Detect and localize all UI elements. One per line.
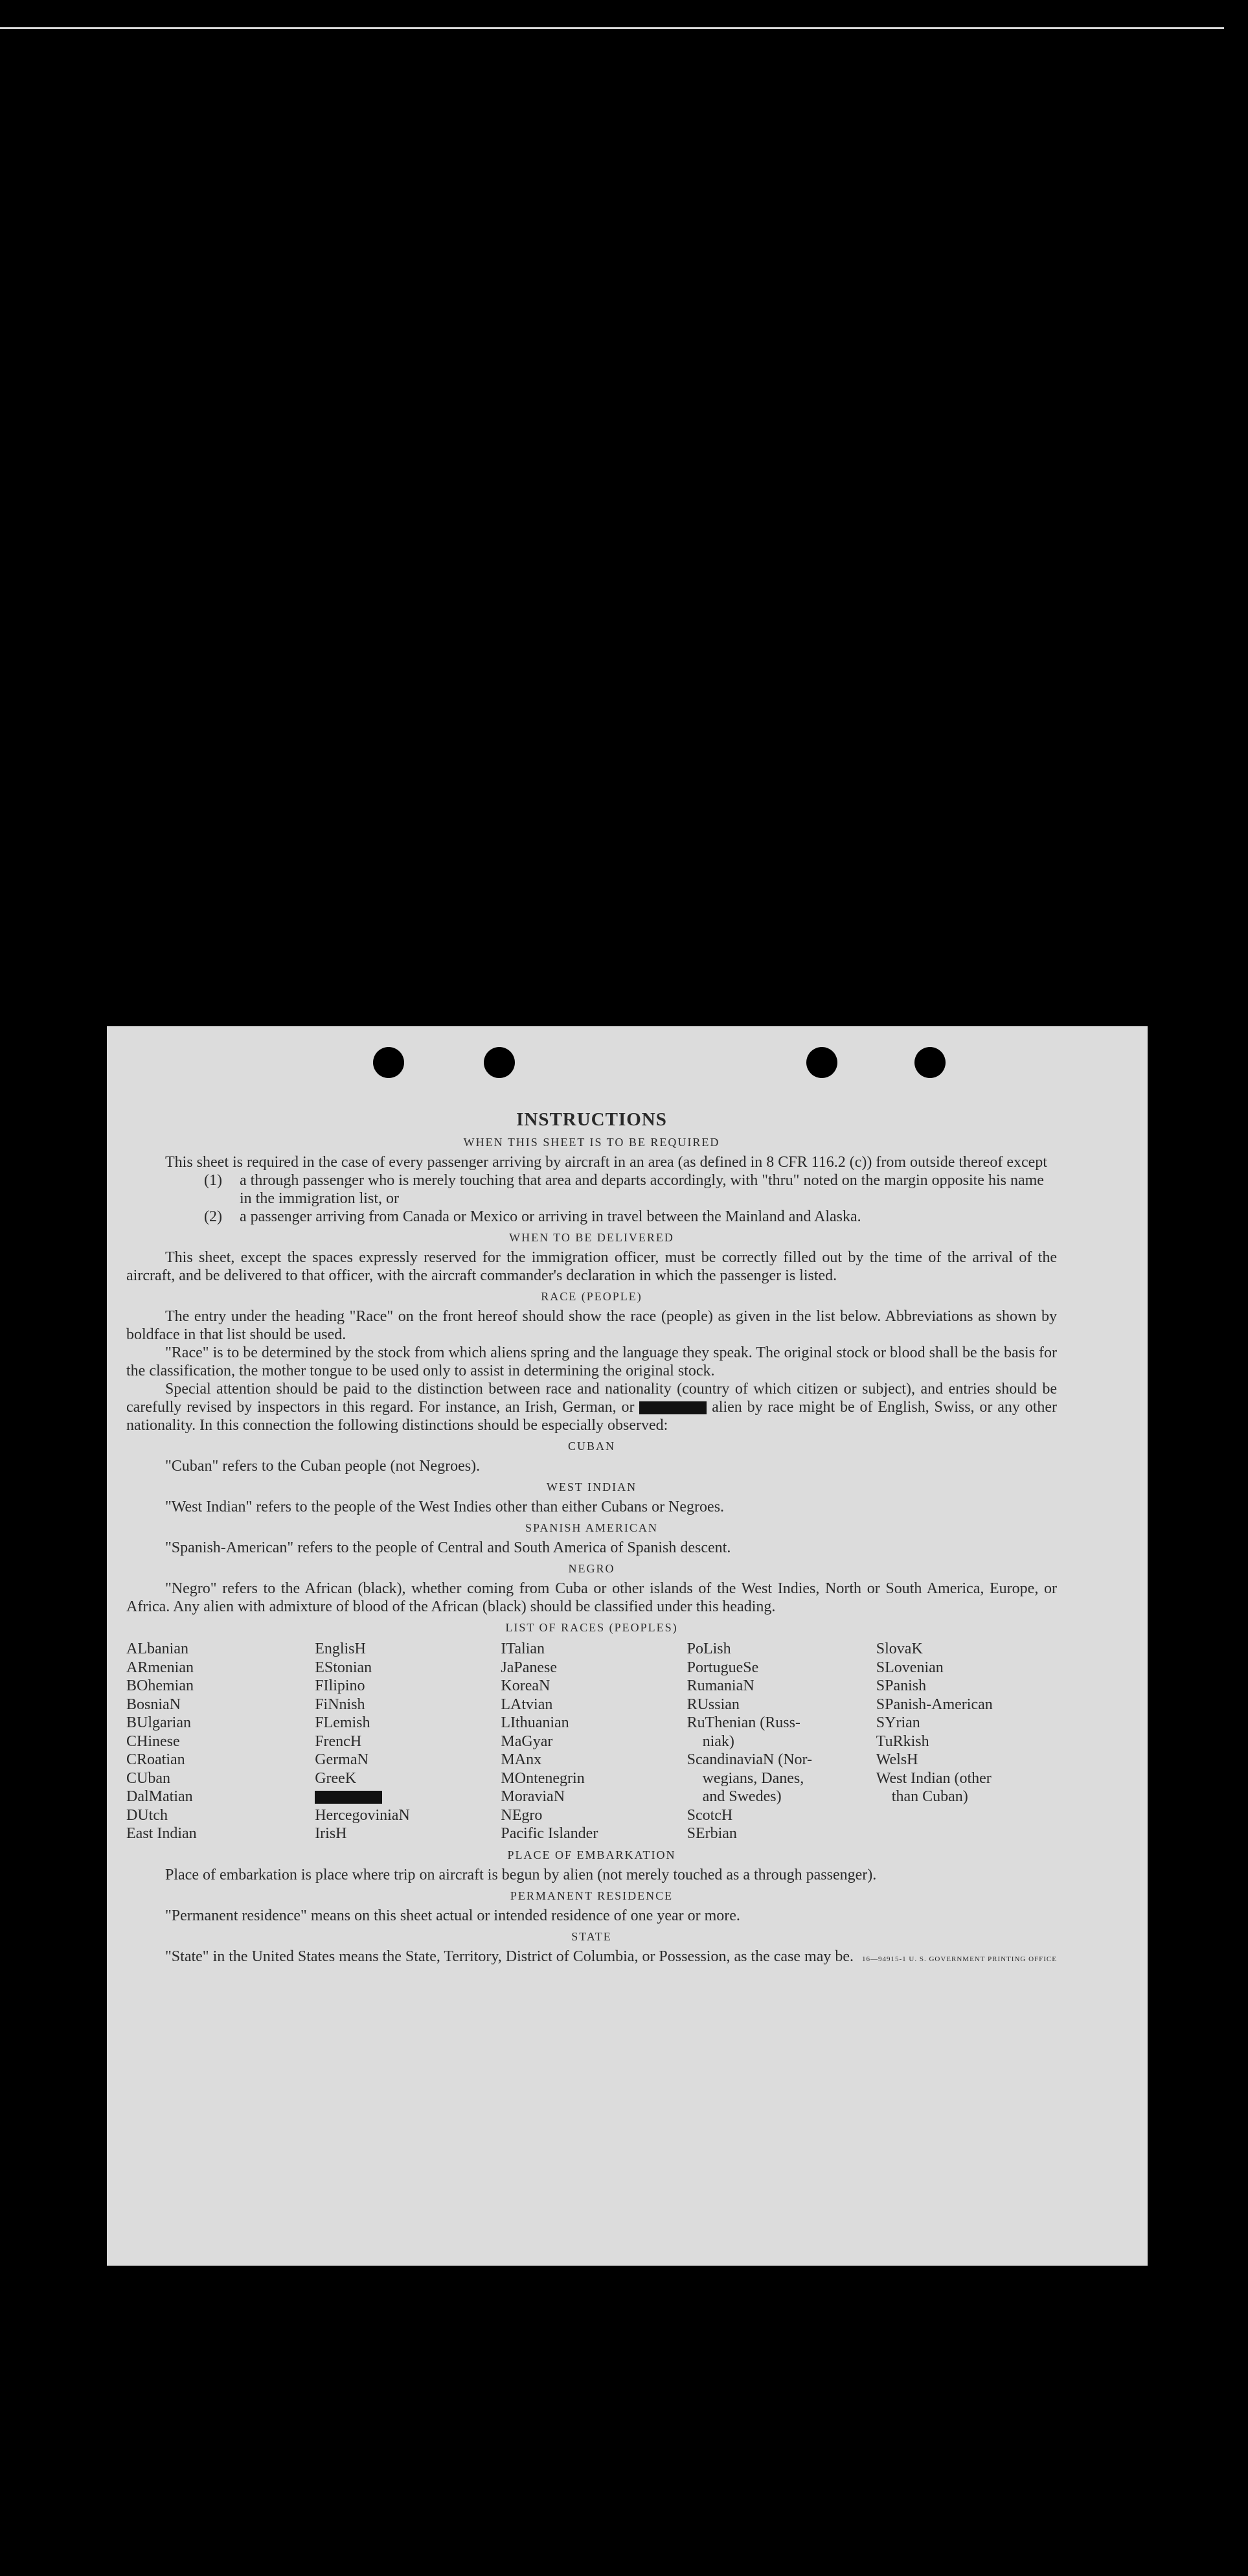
race-entry: EStonian [315,1659,372,1676]
race-entry: NEgro [501,1806,543,1824]
race-entry: HercegoviniaN [315,1806,410,1824]
paragraph-part: Special attention should be paid to the distinction between race and nationality (country of which citizen or subject), and entries should be carefully revised by inspectors in this regard. For instance, an Irish, German, or [126,1381,1057,1416]
section-heading: WEST INDIAN [546,1480,637,1493]
paragraph: "Cuban" refers to the Cuban people (not Negroes). [165,1458,481,1475]
race-entry: PoLish [686,1640,731,1657]
race-entry: CHinese [126,1732,180,1750]
race-entry: FLemish [315,1714,370,1731]
section-heading: SPANISH AMERICAN [525,1521,658,1534]
race-entry: DUtch [126,1806,168,1824]
race-entry: East Indian [126,1825,197,1842]
race-entry: MOntenegrin [501,1769,585,1787]
race-entry: PortugueSe [686,1659,759,1676]
item-number: (2) [204,1208,222,1225]
paragraph: "West Indian" refers to the people of the West Indies other than either Cubans or Negroes. [165,1499,725,1515]
section-heading: WHEN TO BE DELIVERED [509,1231,674,1244]
race-entry: BosniaN [126,1696,181,1713]
race-entry: EnglisH [315,1640,366,1657]
section-heading: LIST OF RACES (PEOPLES) [505,1621,678,1634]
race-entry: wegians, Danes, [702,1769,804,1787]
punch-hole [484,1047,515,1078]
race-entry: KoreaN [501,1677,550,1694]
punch-hole [806,1047,837,1078]
races-list [126,1640,1057,1843]
races-column [687,1640,876,1843]
race-entry: MoraviaN [501,1788,565,1805]
race-entry: RumaniaN [686,1677,754,1694]
race-entry [315,1788,501,1806]
paragraph: The entry under the heading "Race" on the front hereof should show the race (people) as given in the list below. Abbreviations as shown by boldface in that list should be used. [126,1308,1057,1343]
race-entry: ARmenian [126,1659,194,1676]
race-entry: LAtvian [501,1696,553,1713]
race-entry: IrisH [315,1825,347,1842]
race-entry: SPanish [876,1677,927,1694]
instruction-sheet [107,1026,1148,2266]
race-entry: CRoatian [126,1751,185,1768]
page-title: INSTRUCTIONS [516,1109,667,1130]
paragraph-part: alien by race might be of English, Swiss, or any other nationality. In this connection the following distinctions should be especially observed: [126,1399,1058,1434]
paragraph: Place of embarkation is place where trip on aircraft is begun by alien (not merely touched as a through passenger). [165,1866,877,1883]
race-entry: West Indian (other [876,1769,992,1787]
race-entry: SLovenian [876,1659,944,1676]
race-entry: niak) [702,1732,734,1750]
race-entry: ScotcH [686,1806,733,1824]
print-code: 16—94915-1 U. S. GOVERNMENT PRINTING OFFICE [861,1955,1057,1963]
paragraph: "State" in the United States means the State, Territory, District of Columbia, or Possession, as the case may be. [165,1948,854,1965]
punch-hole [373,1047,404,1078]
race-entry: SlovaK [876,1640,923,1657]
exception-item [204,1208,1057,1226]
top-edge-line [0,27,1224,29]
race-entry: GermaN [315,1751,369,1768]
section-heading: STATE [571,1929,612,1943]
race-entry: GreeK [315,1769,357,1787]
section-heading: RACE (PEOPLE) [541,1290,642,1303]
race-entry: TuRkish [876,1732,929,1750]
redaction-mark [639,1401,707,1414]
punch-hole [914,1047,946,1078]
paragraph: "Spanish-American" refers to the people of Central and South America of Spanish descent. [165,1539,731,1556]
race-entry: SErbian [686,1825,737,1842]
section-heading: CUBAN [567,1440,615,1453]
exception-item [204,1171,1057,1208]
races-column [126,1640,315,1843]
paragraph [126,1380,1057,1434]
section-heading: NEGRO [568,1562,615,1575]
race-entry: BUlgarian [126,1714,191,1731]
race-entry: ITalian [501,1640,545,1657]
race-entry: SPanish-American [876,1696,993,1713]
item-number: (1) [204,1172,222,1189]
paragraph: "Negro" refers to the African (black), whether coming from Cuba or other islands of the West Indies, North or South America, Europe, or Africa. Any alien with admixture of blood of the African (black) should be classified under this heading. [126,1580,1057,1615]
race-entry: MAnx [501,1751,542,1768]
races-column [501,1640,686,1843]
race-entry: MaGyar [501,1732,553,1750]
race-entry: RUssian [686,1696,740,1713]
sheet-content [126,1109,1057,1966]
race-entry: RuThenian (Russ- [686,1714,800,1731]
section-heading: WHEN THIS SHEET IS TO BE REQUIRED [463,1136,720,1149]
race-entry: JaPanese [501,1659,558,1676]
item-text: a passenger arriving from Canada or Mexico or arriving in travel between the Mainland and Alaska. [240,1208,861,1225]
paragraph: "Permanent residence" means on this sheet actual or intended residence of one year or more. [165,1907,740,1924]
race-entry: FiNnish [315,1696,365,1713]
item-text: a through passenger who is merely touching that area and departs accordingly, with "thru" noted on the margin opposite his name in the immigration list, or [240,1172,1044,1207]
race-entry: LIthuanian [501,1714,569,1731]
race-entry: SYrian [876,1714,920,1731]
races-column [315,1640,501,1843]
race-entry: ScandinaviaN (Nor- [686,1751,813,1768]
race-entry: and Swedes) [702,1788,782,1805]
section-heading: PERMANENT RESIDENCE [510,1889,674,1902]
race-entry: WelsH [876,1751,918,1768]
race-entry: ALbanian [126,1640,188,1657]
races-column [876,1640,1057,1843]
section-heading: PLACE OF EMBARKATION [507,1848,676,1861]
race-entry: BOhemian [126,1677,194,1694]
race-entry: FrencH [315,1732,362,1750]
race-entry: Pacific Islander [501,1825,598,1842]
paragraph: This sheet, except the spaces expressly reserved for the immigration officer, must be correctly filled out by the time of the arrival of the aircraft, and be delivered to that officer, with the aircraft commander's declaration in which the passenger is listed. [126,1249,1057,1284]
race-entry: FIlipino [315,1677,365,1694]
redaction-mark [315,1791,382,1804]
paragraph: This sheet is required in the case of every passenger arriving by aircraft in an area (as defined in 8 CFR 116.2 (c)) from outside thereof except [165,1154,1047,1171]
race-entry: than Cuban) [891,1788,968,1805]
race-entry: DalMatian [126,1788,193,1805]
paragraph: "Race" is to be determined by the stock from which aliens spring and the language they speak. The original stock or blood shall be the basis for the classification, the mother tongue to be used only to assist in determining the original stock. [126,1344,1057,1379]
race-entry: CUban [126,1769,170,1787]
